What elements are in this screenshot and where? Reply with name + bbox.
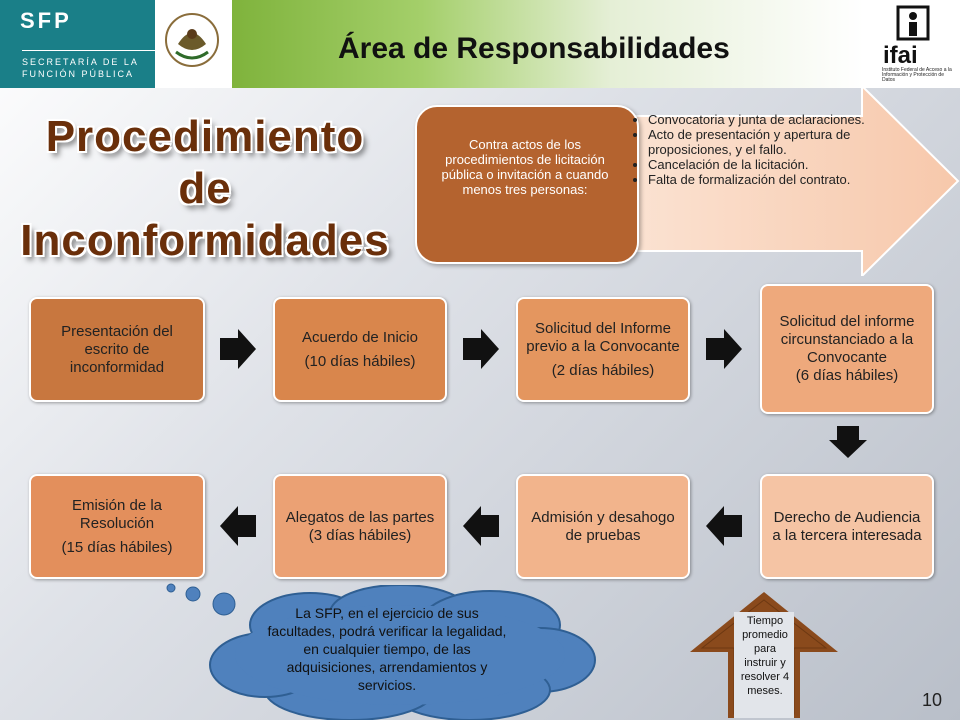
ifai-subtitle: Instituto Federal de Acceso a la Información y Protección de Datos	[882, 67, 952, 83]
sfp-subtitle-line2: FUNCIÓN PÚBLICA	[22, 69, 135, 79]
sfp-subtitle	[22, 56, 172, 80]
step-time: (2 días hábiles)	[551, 361, 655, 379]
cloud-note: La SFP, en el ejercicio de sus facultades, podrá verificar la legalidad, en cualquier tiempo, de las adquisiciones, arrendamientos y servicios.	[267, 605, 507, 693]
step-label: Acuerdo de Inicio	[302, 328, 418, 346]
step-label: Alegatos de las partes	[285, 508, 435, 526]
step-box-3	[516, 297, 690, 402]
step-label: Admisión y desahogo de pruebas	[531, 508, 675, 544]
heading-line3: Inconformidades	[20, 216, 390, 265]
heading-line2: de	[178, 164, 232, 213]
page-number: 10	[922, 690, 943, 710]
arrow-left-icon	[704, 504, 744, 548]
callout-list-item: • Convocatoria y junta de aclaraciones.	[648, 112, 898, 127]
step-box-1	[29, 297, 205, 402]
mexico-seal-icon	[160, 4, 224, 82]
heading-line1: Procedimiento	[45, 112, 365, 161]
ifai-logo: ifai	[883, 42, 918, 69]
arrow-down-icon	[827, 424, 869, 460]
step-time: (3 días hábiles)	[308, 526, 412, 544]
arrow-right-icon	[704, 327, 744, 371]
callout-list-item: • Acto de presentación y apertura de proposiciones, y el fallo.	[648, 127, 898, 157]
arrow-right-icon	[461, 327, 501, 371]
step-time: (15 días hábiles)	[61, 538, 173, 556]
time-note: Tiempo promedio para instruir y resolver 4 meses.	[740, 615, 790, 697]
page-title: Área de Responsabilidades	[338, 32, 730, 65]
sfp-logo: SFP	[20, 8, 72, 33]
callout-box-text: Contra actos de los procedimientos de licitación pública o invitación a cuando menos tres personas:	[441, 137, 609, 197]
step-label: Derecho de Audiencia a la tercera interesada	[772, 508, 922, 544]
callout-list	[636, 112, 898, 187]
step-time: (10 días hábiles)	[304, 352, 416, 370]
step-box-6	[516, 474, 690, 579]
ifai-emblem-icon	[893, 4, 933, 42]
step-box-7	[273, 474, 447, 579]
sfp-divider	[22, 50, 162, 51]
step-box-4	[760, 284, 934, 414]
step-time: (6 días hábiles)	[795, 367, 899, 384]
sfp-subtitle-line1: SECRETARÍA DE LA	[22, 57, 139, 67]
callout-list-item: • Cancelación de la licitación.	[648, 157, 898, 172]
step-label: Emisión de la Resolución	[71, 496, 163, 532]
step-label: Solicitud del informe circunstanciado a la Convocante	[779, 313, 915, 366]
arrow-left-icon	[218, 504, 258, 548]
arrow-right-icon	[218, 327, 258, 371]
step-box-5	[760, 474, 934, 579]
step-box-8	[29, 474, 205, 579]
arrow-left-icon	[461, 504, 501, 548]
step-box-2	[273, 297, 447, 402]
callout-list-item: • Falta de formalización del contrato.	[648, 172, 898, 187]
step-label: Presentación del escrito de inconformidad	[61, 322, 173, 376]
step-label: Solicitud del Informe previo a la Convocante	[526, 319, 680, 355]
